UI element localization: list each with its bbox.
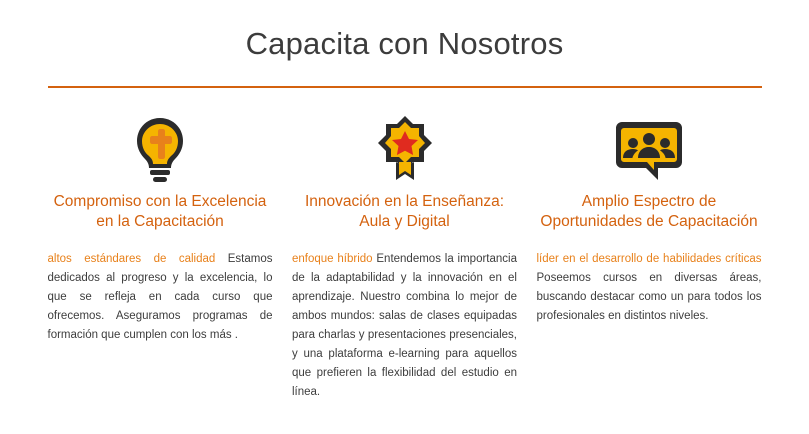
- page-title: Capacita con Nosotros: [245, 26, 564, 61]
- feature-text: Poseemos cursos en diversas áreas, buscando destacar como un para todos los profesionales en distintos niveles.: [536, 272, 762, 322]
- feature-title: Amplio Espectro de Oportunidades de Capacitación: [540, 193, 758, 230]
- feature-lead: enfoque híbrido: [292, 253, 373, 265]
- feature-text: Estamos dedicados al progreso y la excelencia, lo que se refleja en cada curso que ofrecemos. Aseguramos programas de formación que cumplen con los más .: [47, 253, 273, 341]
- feature-columns: [48, 88, 762, 402]
- feature-column: [537, 110, 762, 402]
- lightbulb-icon: [121, 110, 199, 188]
- people-group-icon: [608, 110, 690, 188]
- feature-title: Innovación en la Enseñanza: Aula y Digital: [304, 193, 505, 230]
- feature-column: [292, 110, 517, 402]
- feature-body: [292, 250, 517, 402]
- feature-column: [48, 110, 273, 402]
- feature-body: [537, 250, 762, 326]
- feature-lead: líder en el desarrollo de habilidades críticas: [536, 253, 762, 265]
- feature-title: Compromiso con la Excelencia en la Capacitación: [53, 193, 267, 230]
- feature-lead: altos estándares de calidad: [47, 253, 216, 265]
- star-badge-icon: [366, 110, 444, 188]
- feature-text: Entendemos la importancia de la adaptabilidad y la innovación en el aprendizaje. Nuestro combina lo mejor de ambos mundos: salas de clases equipadas para charlas y presentaciones presenciales, y una plataforma e-learning para aquellos que prefieren la flexibilidad del estudio en línea.: [292, 253, 517, 398]
- feature-body: [48, 250, 273, 345]
